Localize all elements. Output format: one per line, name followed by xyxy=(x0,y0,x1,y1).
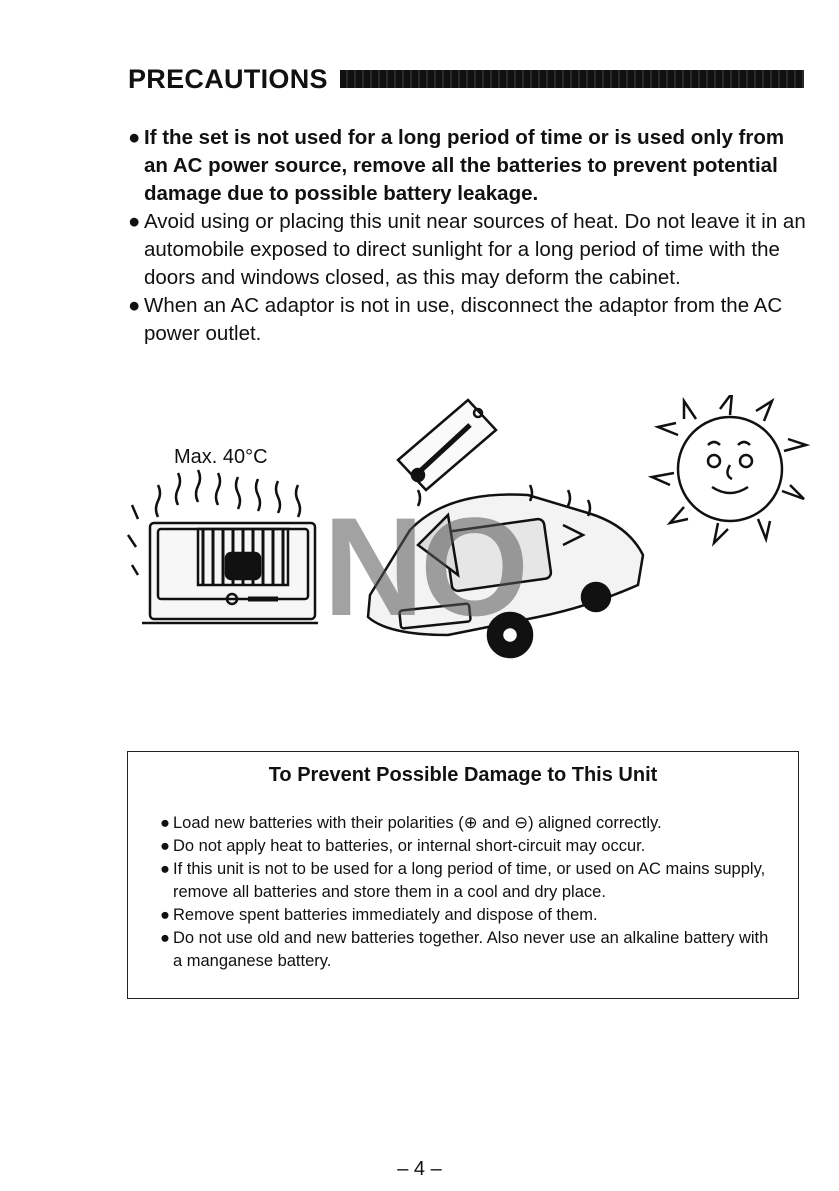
notice-title: To Prevent Possible Damage to This Unit xyxy=(268,764,658,786)
heading-rule xyxy=(340,70,804,88)
bullet-dot-icon: ● xyxy=(128,210,141,233)
heat-warning-illustration xyxy=(118,395,818,675)
bullet-dot-icon: ● xyxy=(160,906,170,924)
notice-text: Do not use old and new batteries together. Also never use an alkaline battery with a manganese battery. xyxy=(173,929,769,970)
precaution-item xyxy=(128,124,808,208)
bullet-dot-icon: ● xyxy=(160,814,170,832)
notice-text: Remove spent batteries immediately and dispose of them. xyxy=(173,906,598,924)
notice-text: If this unit is not to be used for a long period of time, or used on AC mains supply, remove all batteries and store them in a cool and dry place. xyxy=(173,860,766,901)
precaution-text: When an AC adaptor is not in use, disconnect the adaptor from the AC power outlet. xyxy=(144,294,783,345)
sun-icon xyxy=(652,395,806,543)
thermometer-icon xyxy=(398,400,496,490)
precaution-text: Avoid using or placing this unit near sources of heat. Do not leave it in an automobile exposed to direct sunlight for a long period of time with the doors and windows closed, as this may deform the cabinet. xyxy=(144,210,806,289)
notice-text: Do not apply heat to batteries, or internal short-circuit may occur. xyxy=(173,837,646,855)
notice-text: Load new batteries with their polarities (⊕ and ⊖) aligned correctly. xyxy=(173,814,662,832)
precautions-list xyxy=(128,124,808,348)
page-number: – 4 – xyxy=(397,1158,442,1180)
precaution-text: If the set is not used for a long period of time or is used only from an AC power source, remove all the batteries to prevent potential damage due to possible battery leakage. xyxy=(144,126,785,205)
list-item xyxy=(160,927,780,973)
list-item xyxy=(160,858,780,904)
bullet-dot-icon: ● xyxy=(128,294,141,317)
list-item xyxy=(160,904,780,927)
bullet-dot-icon: ● xyxy=(160,929,170,947)
list-item xyxy=(160,812,780,835)
bullet-dot-icon: ● xyxy=(128,126,141,149)
no-overlay-text: NO xyxy=(323,488,525,645)
notice-list xyxy=(160,812,780,973)
section-heading xyxy=(128,62,804,96)
notice-box xyxy=(127,751,799,999)
bullet-dot-icon: ● xyxy=(160,860,170,878)
heater-icon xyxy=(142,523,318,623)
precaution-item xyxy=(128,208,808,292)
max-temperature-label: Max. 40°C xyxy=(174,446,268,468)
list-item xyxy=(160,835,780,858)
page-title: PRECAUTIONS xyxy=(128,64,328,94)
precaution-item xyxy=(128,292,808,348)
bullet-dot-icon: ● xyxy=(160,837,170,855)
